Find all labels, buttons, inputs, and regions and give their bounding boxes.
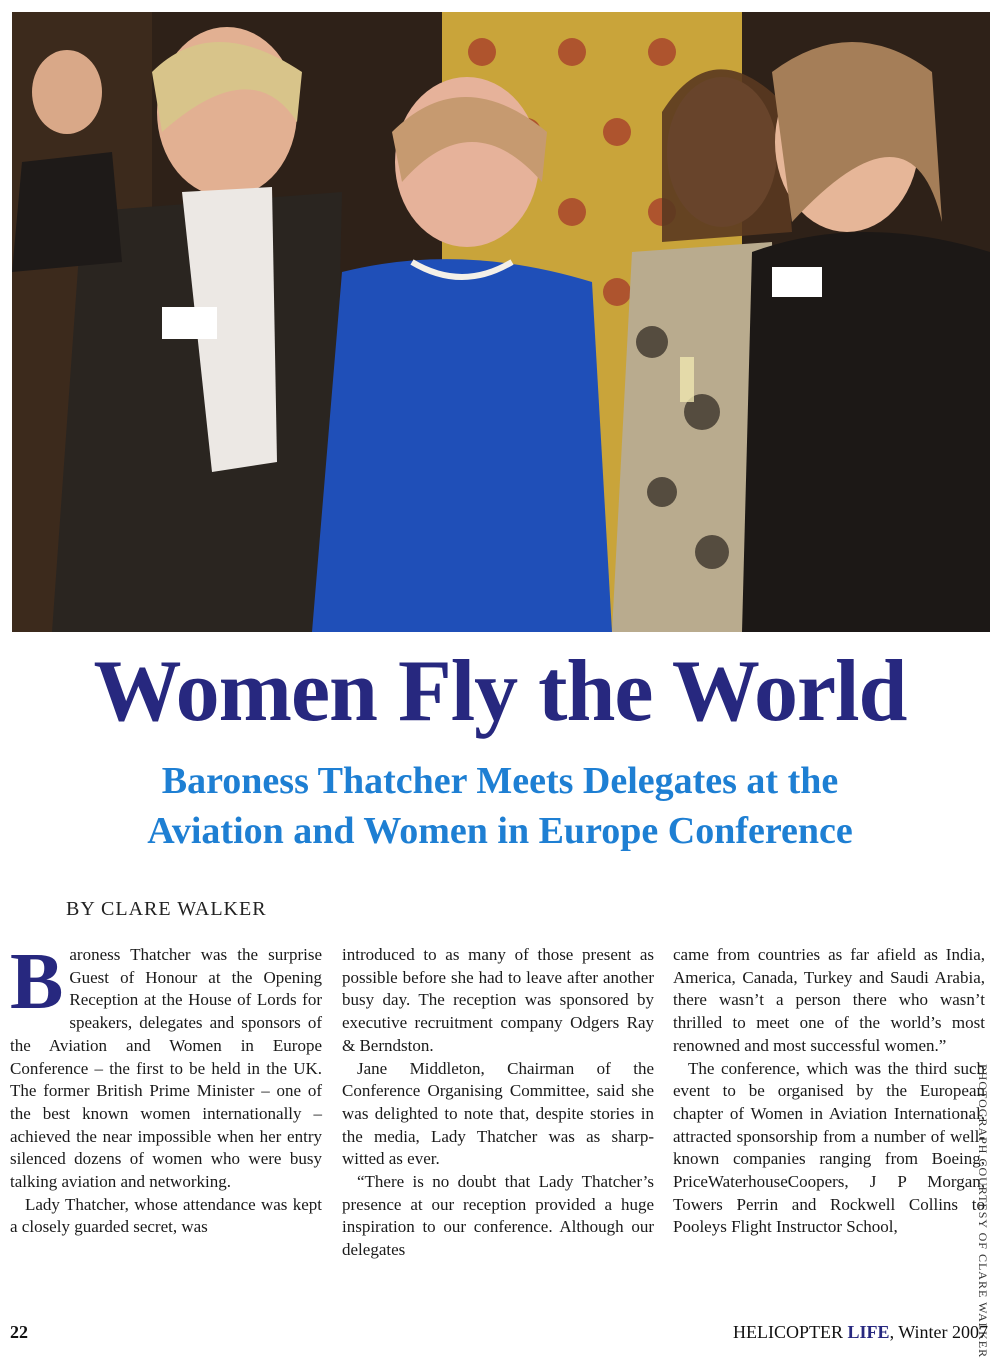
issue: , Winter 2007 <box>889 1322 988 1342</box>
paragraph: Jane Middleton, Chairman of the Conference Organising Committee, said she was delighted to note that, despite stories in the media, Lady Thatcher was as sharp-witted as ever. <box>342 1058 654 1169</box>
subhead-line-1: Baroness Thatcher Meets Delegates at the <box>161 760 839 802</box>
photo-illustration <box>12 12 990 632</box>
photo-credit: PHOTOGRAPH COURTESY OF CLARE WALKER <box>976 1064 990 1358</box>
paragraph: The conference, which was the third such event to be organised by the European chapter of Women in Aviation International, attracted sponsorship from a number of well-known companies ranging from Boeing, PriceWaterhouseCoopers, J P Morgan, Towers Perrin and Rockwell Collins to Pooleys Flight Instructor School, <box>673 1058 985 1237</box>
paragraph: introduced to as many of those present as possible before she had to leave after another busy day. The reception was sponsored by executive recruitment company Odgers Ray & Berndston. <box>342 945 654 1055</box>
column-3 <box>673 944 985 1239</box>
reception-photo <box>12 12 990 632</box>
subhead-line-2: Aviation and Women in Europe Conference <box>147 810 853 852</box>
magazine-footer <box>733 1322 988 1343</box>
headline: Women Fly the World <box>93 643 907 740</box>
magazine-brand: LIFE <box>847 1322 890 1342</box>
page-number: 22 <box>10 1322 28 1342</box>
drop-cap: B <box>10 938 64 1026</box>
subhead <box>40 756 960 856</box>
paragraph: came from countries as far afield as India, America, Canada, Turkey and Saudi Arabia, there wasn’t a person there who wasn’t thrilled to meet one of the world’s most renowned and most successful women.” <box>673 945 985 1055</box>
paragraph: Lady Thatcher, whose attendance was kept a closely guarded secret, was <box>10 1194 322 1237</box>
magazine-prefix: HELICOPTER <box>733 1322 848 1342</box>
paragraph <box>10 938 322 1194</box>
column-1 <box>10 938 322 1239</box>
paragraph-text: aroness Thatcher was the surprise Guest of Honour at the Opening Reception at the House of Lords for speakers, delegates and sponsors of the Aviation and Women in Europe Conference – the first to be held in the UK. The former British Prime Minister – one of the best known women internationally – achieved the near impossible when her entry silenced dozens of women who were busy talking aviation and networking. <box>10 945 322 1192</box>
byline: BY CLARE WALKER <box>66 898 267 920</box>
paragraph: “There is no doubt that Lady Thatcher’s presence at our reception provided a huge inspiration to our conference. Although our delegates <box>342 1172 654 1260</box>
column-2 <box>342 944 654 1262</box>
